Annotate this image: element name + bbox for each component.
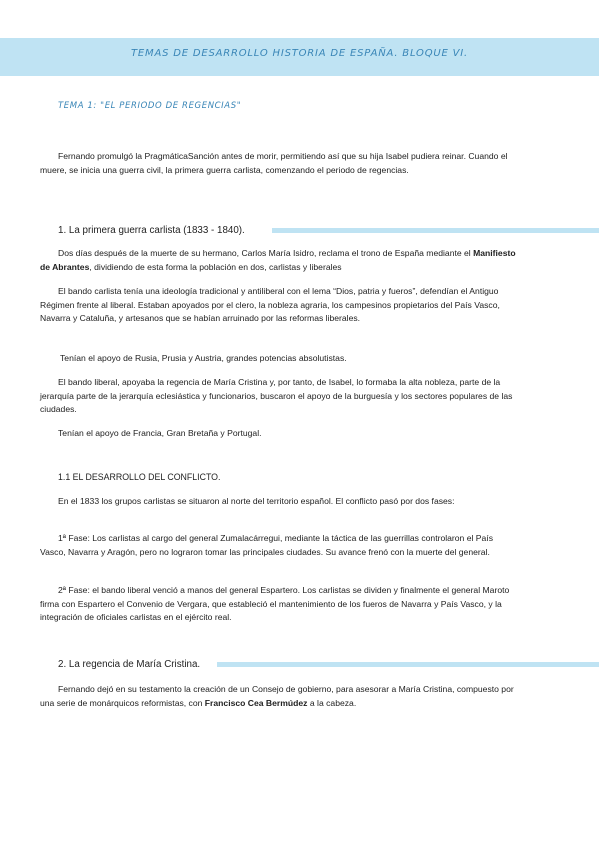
section-2-heading-rule xyxy=(217,662,599,667)
section-1-paragraph-3: Tenían el apoyo de Rusia, Prusia y Austria, grandes potencias absolutistas. xyxy=(60,353,347,363)
subsection-paragraph-3: 2ª Fase: el bando liberal venció a manos del general Espartero. Los carlistas se dividen y finalmente el general Maroto firma con Espartero el Convenio de Vergara, que estableció el mantenimiento de los fueros de Navarra y País Vasco, y la integración de oficiales carlistas en el ejército real. xyxy=(40,585,510,622)
section-2-paragraph-1 xyxy=(40,683,516,710)
section-1-paragraph-5: Tenían el apoyo de Francia, Gran Bretaña y Portugal. xyxy=(58,428,262,438)
section-1-heading-text: 1. La primera guerra carlista (1833 - 1840). xyxy=(58,225,245,236)
subsection-1-1-heading-text: 1.1 EL DESARROLLO DEL CONFLICTO. xyxy=(58,472,221,482)
manifiesto-abrantes-bold: Manifiesto de Abrantes xyxy=(40,248,516,272)
section-1-p1-text-a: Dos días después de la muerte de su hermano, Carlos María Isidro, reclama el trono de España mediante el xyxy=(58,248,474,258)
subsection-paragraph-2: 1ª Fase: Los carlistas al cargo del general Zumalacárregui, mediante la táctica de las guerrillas controlaron el País Vasco, Navarra y Aragón, pero no lograron tomar las principales ciudades. Su avance frenó con la muerte del general. xyxy=(40,533,493,557)
intro-paragraph: Fernando promulgó la PragmáticaSanción antes de morir, permitiendo así que su hija Isabel pudiera reinar. Cuando el muere, se inicia una guerra civil, la primera guerra carlista, comenzando el periodo de regencias. xyxy=(40,151,508,175)
subsection-paragraph-1: En el 1833 los grupos carlistas se situaron al norte del territorio español. El conflicto pasó por dos fases: xyxy=(58,496,455,506)
section-2-heading xyxy=(58,659,200,670)
section-1-paragraph-2: El bando carlista tenía una ideología tradicional y antiliberal con el lema “Dios, patria y fueros”, defendían el Antiguo Régimen frente al liberal. Estaban apoyados por el clero, la nobleza agraria, los campesinos propietarios del País Vasco, Navarra y Cataluña, y artesanos que se habían arruinado por las reformas liberales. xyxy=(40,286,500,323)
section-2-heading-text: 2. La regencia de María Cristina. xyxy=(58,659,201,670)
section-1-paragraph-1 xyxy=(40,247,516,274)
tema-title: TEMA 1: "EL PERIODO DE REGENCIAS" xyxy=(58,101,242,111)
section-1-heading xyxy=(58,225,245,236)
section-1-p1-text-b: , dividiendo de esta forma la población en dos, carlistas y liberales xyxy=(89,261,342,272)
subsection-1-1-heading xyxy=(58,472,220,482)
section-1-paragraph-4: El bando liberal, apoyaba la regencia de María Cristina y, por tanto, de Isabel, lo formaba la alta nobleza, parte de la jerarquía parte de la jerarquía eclesiástica y funcionarios, buscaron el apoyo de la burguesía y los sectores populares de las ciudades. xyxy=(40,377,513,414)
section-1-heading-rule xyxy=(272,228,599,233)
section-2-p1-text-b: a la cabeza. xyxy=(307,697,357,708)
section-2-p1-text-a: Fernando dejó en su testamento la creación de un Consejo de gobierno, para asesorar a María Cristina, compuesto por una serie de monárquicos reformistas, con xyxy=(40,684,514,708)
document-header-title: TEMAS DE DESARROLLO HISTORIA DE ESPAÑA. BLOQUE VI. xyxy=(131,48,468,59)
cea-bermudez-bold: Francisco Cea Bermúdez xyxy=(204,697,308,708)
